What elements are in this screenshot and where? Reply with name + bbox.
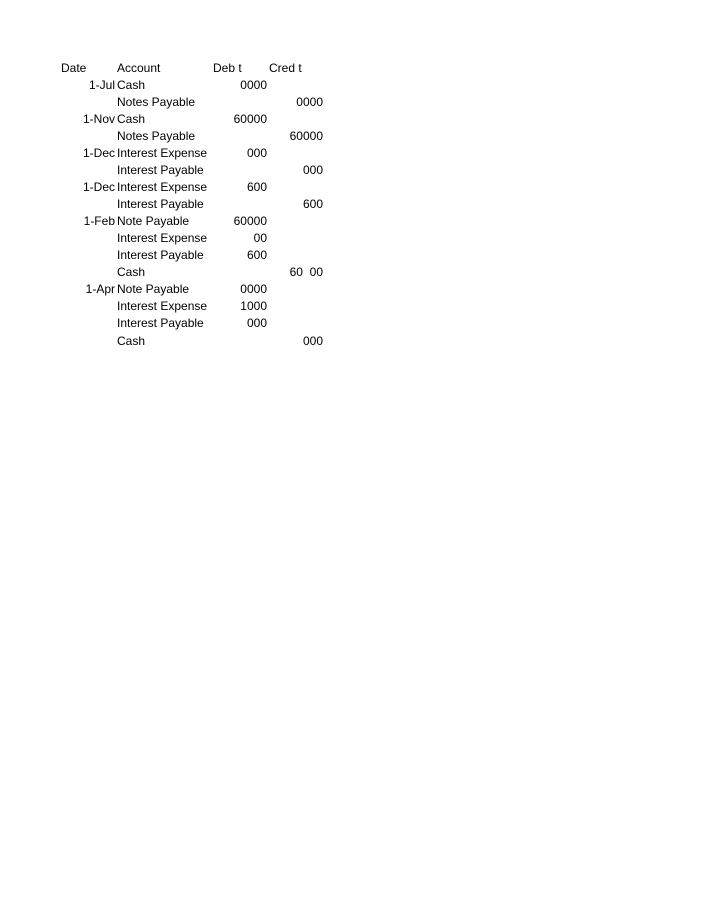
credit-cell — [266, 111, 323, 128]
account-cell: Note Payable — [117, 214, 190, 228]
journal-row — [0, 128, 714, 145]
credit-cell: 000 — [302, 334, 323, 348]
credit-cell: 60000 — [289, 129, 323, 143]
journal-sheet — [0, 60, 714, 351]
debit-cell — [210, 264, 267, 281]
debit-cell: 600 — [246, 180, 267, 194]
journal-row — [0, 247, 714, 264]
credit-cell: 600 — [302, 197, 323, 211]
debit-cell: 60000 — [233, 112, 267, 126]
date-cell — [40, 264, 115, 281]
account-cell: Cash — [117, 334, 146, 348]
journal-row — [0, 162, 714, 179]
debit-cell — [210, 196, 267, 213]
credit-cell — [266, 77, 323, 94]
header-account: Account — [117, 61, 161, 75]
date-cell — [40, 128, 115, 145]
credit-cell: 60 00 — [289, 265, 323, 279]
journal-row — [0, 298, 714, 315]
journal-row — [0, 145, 714, 162]
account-cell: Interest Expense — [117, 180, 208, 194]
debit-cell: 00 — [253, 231, 267, 245]
credit-cell — [266, 281, 323, 298]
journal-row — [0, 196, 714, 213]
debit-cell — [210, 162, 267, 179]
header-date: Date — [61, 61, 87, 75]
account-cell: Interest Expense — [117, 231, 208, 245]
debit-cell: 000 — [246, 316, 267, 330]
journal-row — [0, 230, 714, 247]
debit-cell — [210, 94, 267, 111]
debit-cell: 1000 — [240, 299, 267, 313]
debit-cell: 0000 — [240, 78, 267, 92]
account-cell: Interest Payable — [117, 163, 204, 177]
date-cell — [40, 315, 115, 332]
account-cell: Interest Expense — [117, 299, 208, 313]
credit-cell — [266, 247, 323, 264]
date-cell: 1-Nov — [82, 112, 115, 126]
date-cell — [40, 94, 115, 111]
journal-row — [0, 213, 714, 230]
account-cell: Interest Expense — [117, 146, 208, 160]
debit-cell: 0000 — [240, 282, 267, 296]
credit-cell — [266, 230, 323, 247]
date-cell: 1-Apr — [85, 282, 115, 296]
account-cell: Notes Payable — [117, 129, 196, 143]
journal-row — [0, 281, 714, 298]
journal-row — [0, 111, 714, 128]
debit-cell: 000 — [246, 146, 267, 160]
date-cell — [40, 247, 115, 264]
header-debit: Deb t — [213, 61, 242, 75]
credit-cell — [266, 315, 323, 332]
debit-cell: 60000 — [233, 214, 267, 228]
credit-cell — [266, 179, 323, 196]
debit-cell — [210, 332, 267, 351]
date-cell: 1-Jul — [88, 78, 115, 92]
credit-cell — [266, 213, 323, 230]
credit-cell: 000 — [302, 163, 323, 177]
account-cell: Interest Payable — [117, 197, 204, 211]
journal-row — [0, 94, 714, 111]
debit-cell — [210, 128, 267, 145]
journal-row — [0, 179, 714, 196]
account-cell: Interest Payable — [117, 248, 204, 262]
account-cell: Interest Payable — [117, 316, 204, 330]
journal-row — [0, 332, 714, 351]
date-cell: 1-Dec — [82, 146, 115, 160]
credit-cell: 0000 — [296, 95, 323, 109]
journal-row — [0, 264, 714, 281]
header-row — [0, 60, 714, 77]
account-cell: Note Payable — [117, 282, 190, 296]
credit-cell — [266, 298, 323, 315]
credit-cell — [266, 145, 323, 162]
journal-row — [0, 77, 714, 94]
date-cell: 1-Feb — [83, 214, 115, 228]
account-cell: Cash — [117, 78, 146, 92]
account-cell: Cash — [117, 265, 146, 279]
date-cell — [40, 162, 115, 179]
header-credit: Cred t — [269, 61, 302, 75]
account-cell: Notes Payable — [117, 95, 196, 109]
account-cell: Cash — [117, 112, 146, 126]
date-cell — [40, 230, 115, 247]
journal-row — [0, 315, 714, 332]
debit-cell: 600 — [246, 248, 267, 262]
date-cell — [40, 196, 115, 213]
date-cell — [40, 298, 115, 315]
date-cell — [40, 332, 115, 351]
date-cell: 1-Dec — [82, 180, 115, 194]
